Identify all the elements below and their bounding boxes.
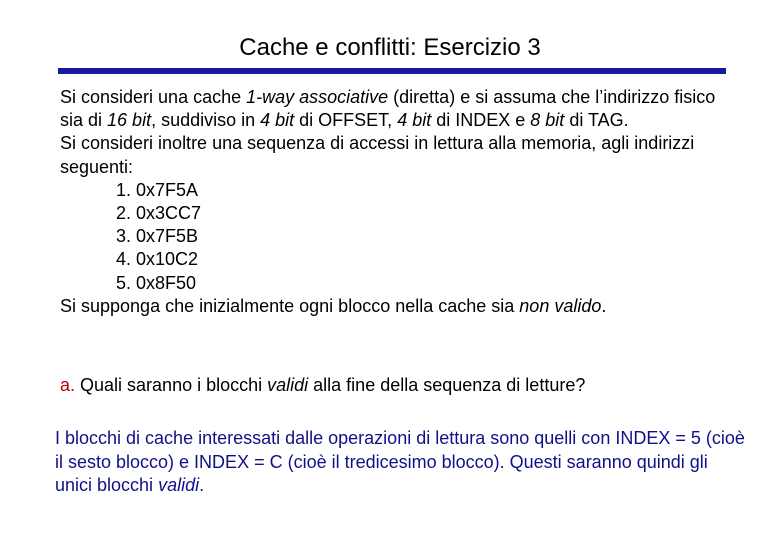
intro-text: (diretta) e si assuma che l’indirizzo fisico sia di — [60, 87, 716, 131]
intro-emphasis: 16 bit — [107, 110, 152, 131]
intro-paragraph — [60, 86, 740, 132]
address-list — [60, 179, 740, 295]
question-a — [60, 374, 740, 397]
slide-title: Cache e conflitti: Esercizio 3 — [239, 34, 541, 61]
assumption-emphasis: non valido — [519, 295, 602, 316]
assumption-text: . — [601, 295, 607, 316]
intro-text: , suddiviso in — [151, 110, 261, 131]
assumption-text: Si supponga che inizialmente ogni blocco nella cache sia — [60, 295, 520, 316]
address-item: 2. 0x3CC7 — [116, 203, 202, 224]
answer-paragraph — [55, 427, 745, 498]
intro-emphasis: 4 bit — [260, 110, 295, 131]
question-emphasis: validi — [267, 375, 309, 395]
address-item: 5. 0x8F50 — [116, 272, 197, 293]
question-letter: a. — [60, 375, 76, 395]
answer-text: . — [199, 475, 205, 495]
address-item: 4. 0x10C2 — [116, 249, 199, 270]
assumption-paragraph — [60, 295, 740, 318]
question-text: alla fine della sequenza di letture? — [308, 375, 586, 395]
address-item: 1. 0x7F5A — [116, 179, 199, 200]
answer-emphasis: validi — [158, 475, 200, 495]
title-divider — [58, 68, 726, 74]
intro-text: di INDEX e — [431, 110, 531, 131]
exercise-text — [60, 86, 740, 318]
question-text: Quali saranno i blocchi — [75, 375, 268, 395]
intro-emphasis: 8 bit — [530, 110, 565, 131]
address-item: 3. 0x7F5B — [116, 226, 199, 247]
intro-text: di OFFSET, — [294, 110, 398, 131]
sequence-paragraph: Si consideri inoltre una sequenza di accessi in lettura alla memoria, agli indirizzi seguenti: — [60, 133, 695, 177]
intro-text: di TAG. — [564, 110, 629, 131]
intro-emphasis: 4 bit — [397, 110, 432, 131]
intro-text: Si consideri una cache — [60, 87, 247, 107]
answer-a — [55, 427, 745, 498]
answer-text: I blocchi di cache interessati dalle operazioni di lettura sono quelli con INDEX = 5 (cioè il sesto blocco) e INDEX = C (cioè il tredicesimo blocco). Questi saranno quindi gli unici blocchi — [55, 428, 745, 495]
intro-emphasis: 1-way associative — [246, 87, 389, 107]
